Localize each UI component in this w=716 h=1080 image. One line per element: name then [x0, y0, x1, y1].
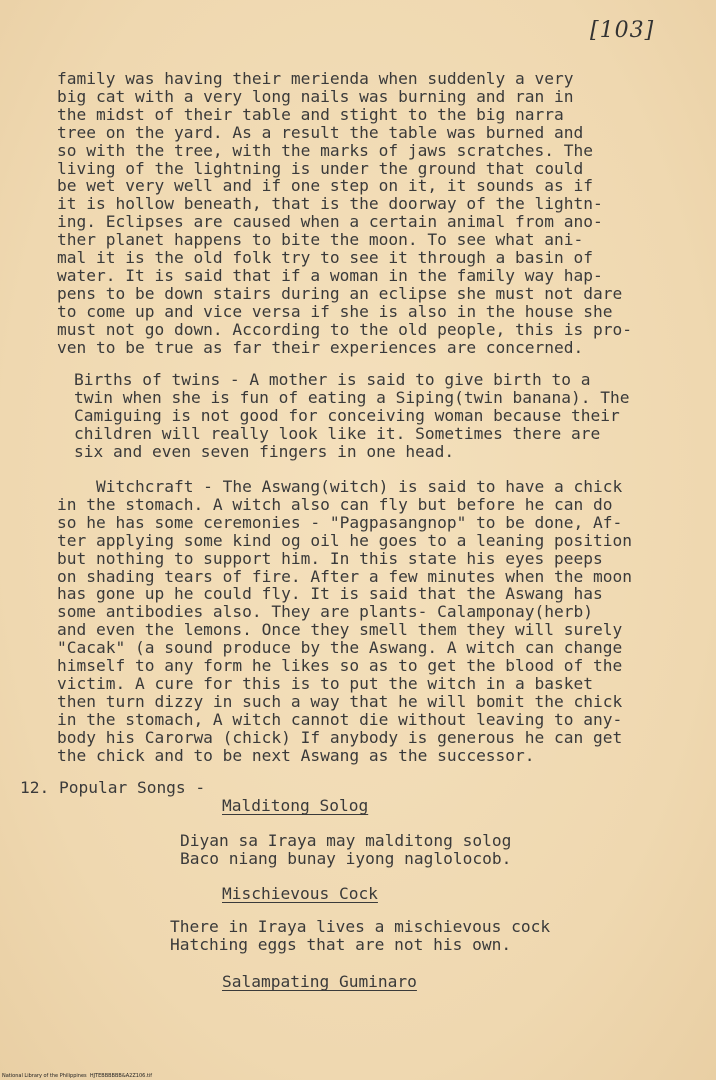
paragraph-lightning-eclipses: family was having their merienda when suddenly a very big cat with a very long nails was burning and ran in the midst of their table and stight to the big narra tree on the yard. As a result the table was burned and so with the tree, with the marks of jaws scratches. The living of the lightning is under the ground that could be wet very well and if one step on it, it sounds as if it is hollow beneath, that is the doorway of the lightn- ing. Eclipses are caused when a certain animal from ano- ther planet happens to bite the moon. To see what ani- mal it is the old folk try to see it through a basin of water. It is said that if a woman in the family way hap- pens to be down stairs during an eclipse she must not dare to come up and vice versa if she is also in the house she must not go down. According to the old people, this is pro- ven to be true as far their experiences are concerned. [57, 69, 632, 357]
song-title-mischievous-cock: Mischievous Cock [222, 884, 378, 903]
song-lyrics-malditong-solog: Diyan sa Iraya may malditong solog Baco niang bunay iyong naglolocob. [180, 831, 512, 868]
paragraph-witchcraft: Witchcraft - The Aswang(witch) is said to have a chick in the stomach. A witch also can fly but before he can do so he has some ceremonies - "Pagpasangnop" to be done, Af- ter applying some kind og oil he goes to a leaning position but nothing to support him. In this state his eyes peeps on shading tears of fire. After a few minutes when the moon has gone up he could fly. It is said that the Aswang has some antibodies also. They are plants- Calamponay(herb) and even the lemons. Once they smell them they will surely "Cacak" (a sound produce by the Aswang. A witch can change himself to any form he likes so as to get the blood of the victim. A cure for this is to put the witch in a basket then turn dizzy in such a way that he will bomit the chick in the stomach, A witch cannot die without leaving to any- body his Carorwa (chick) If anybody is generous he can get the chick and to be next Aswang as the successor. [57, 477, 632, 765]
page-number: [103] [590, 18, 655, 43]
archive-footer: National Library of the Philippines HJTEBBBBBB&A2Z106.tif [2, 1073, 153, 1079]
song-lyrics-mischievous-cock: There in Iraya lives a mischievous cock Hatching eggs that are not his own. [170, 917, 551, 954]
paragraph-births-of-twins: Births of twins - A mother is said to give birth to a twin when she is fun of eating a Siping(twin banana). The Camiguing is not good for conceiving woman because their children will really look like it. Sometimes there are six and even seven fingers in one head. [74, 370, 630, 461]
section-heading-popular-songs: 12. Popular Songs - [20, 778, 206, 797]
song-title-malditong-solog: Malditong Solog [222, 796, 369, 815]
song-title-salampating-guminaro: Salampating Guminaro [222, 972, 417, 991]
